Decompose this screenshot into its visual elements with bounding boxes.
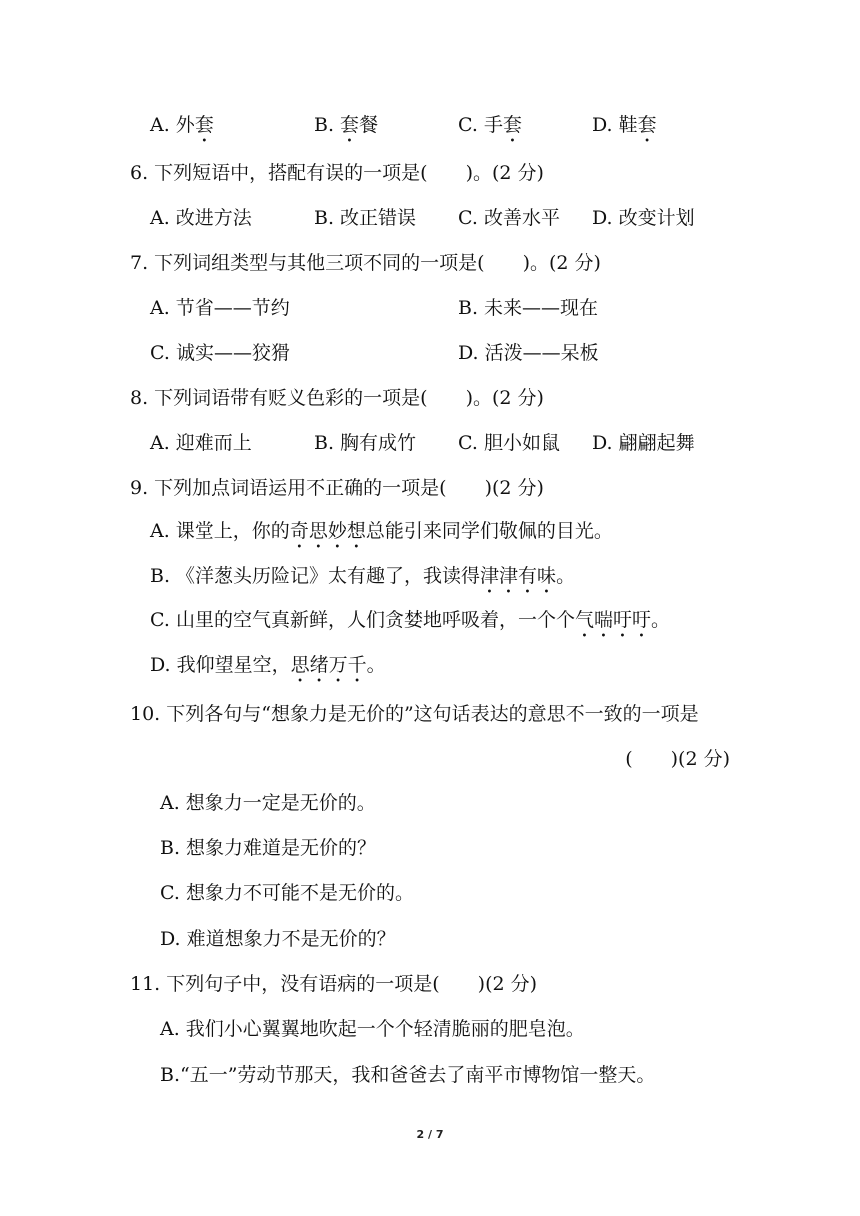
q9-option-d: D. 我仰望星空，思绪万千。 bbox=[150, 654, 386, 676]
q5-option-b: B. 套餐 bbox=[314, 114, 379, 136]
q11-stem: 11. 下列句子中，没有语病的一项是( )(2 分) bbox=[130, 973, 538, 995]
q7-option-a: A. 节省——节约 bbox=[150, 297, 290, 319]
q5-option-c: C. 手套 bbox=[458, 114, 522, 136]
q8-option-c: C. 胆小如鼠 bbox=[458, 432, 560, 454]
q10-stem: 10. 下列各句与“想象力是无价的”这句话表达的意思不一致的一项是 bbox=[130, 703, 699, 725]
q11-option-a: A. 我们小心翼翼地吹起一个个轻清脆丽的肥皂泡。 bbox=[160, 1018, 585, 1040]
q9-stem: 9. 下列加点词语运用不正确的一项是( )(2 分) bbox=[130, 477, 544, 499]
q8-option-d: D. 翩翩起舞 bbox=[592, 432, 695, 454]
q6-option-c: C. 改善水平 bbox=[458, 207, 560, 229]
q8-option-b: B. 胸有成竹 bbox=[314, 432, 417, 454]
q9-option-c: C. 山里的空气真新鲜，人们贪婪地呼吸着，一个个气喘吁吁。 bbox=[150, 609, 670, 631]
q9-option-a: A. 课堂上，你的奇思妙想总能引来同学们敬佩的目光。 bbox=[150, 520, 613, 542]
page-number: 2 / 7 bbox=[416, 1128, 444, 1141]
q8-stem: 8. 下列词语带有贬义色彩的一项是( )。(2 分) bbox=[130, 387, 544, 409]
q9-option-b: B. 《洋葱头历险记》太有趣了，我读得津津有味。 bbox=[150, 565, 576, 587]
q8-option-a: A. 迎难而上 bbox=[150, 432, 252, 454]
q6-stem: 6. 下列短语中，搭配有误的一项是( )。(2 分) bbox=[130, 162, 544, 184]
q11-option-b: B.“五一”劳动节那天，我和爸爸去了南平市博物馆一整天。 bbox=[160, 1064, 656, 1086]
q6-option-d: D. 改变计划 bbox=[592, 207, 695, 229]
q10-option-d: D. 难道想象力不是无价的？ bbox=[160, 928, 396, 950]
q10-option-c: C. 想象力不可能不是无价的。 bbox=[160, 882, 414, 904]
q7-option-c: C. 诚实——狡猾 bbox=[150, 342, 290, 364]
q7-option-b: B. 未来——现在 bbox=[458, 297, 599, 319]
q7-stem: 7. 下列词组类型与其他三项不同的一项是( )。(2 分) bbox=[130, 252, 601, 274]
q10-score: ( )(2 分) bbox=[625, 748, 730, 770]
q6-option-a: A. 改进方法 bbox=[150, 207, 252, 229]
q10-option-a: A. 想象力一定是无价的。 bbox=[160, 792, 376, 814]
q7-option-d: D. 活泼——呆板 bbox=[458, 342, 599, 364]
q10-option-b: B. 想象力难道是无价的？ bbox=[160, 837, 377, 859]
q5-option-d: D. 鞋套 bbox=[592, 114, 657, 136]
q5-option-a: A. 外套 bbox=[150, 114, 214, 136]
q6-option-b: B. 改正错误 bbox=[314, 207, 417, 229]
